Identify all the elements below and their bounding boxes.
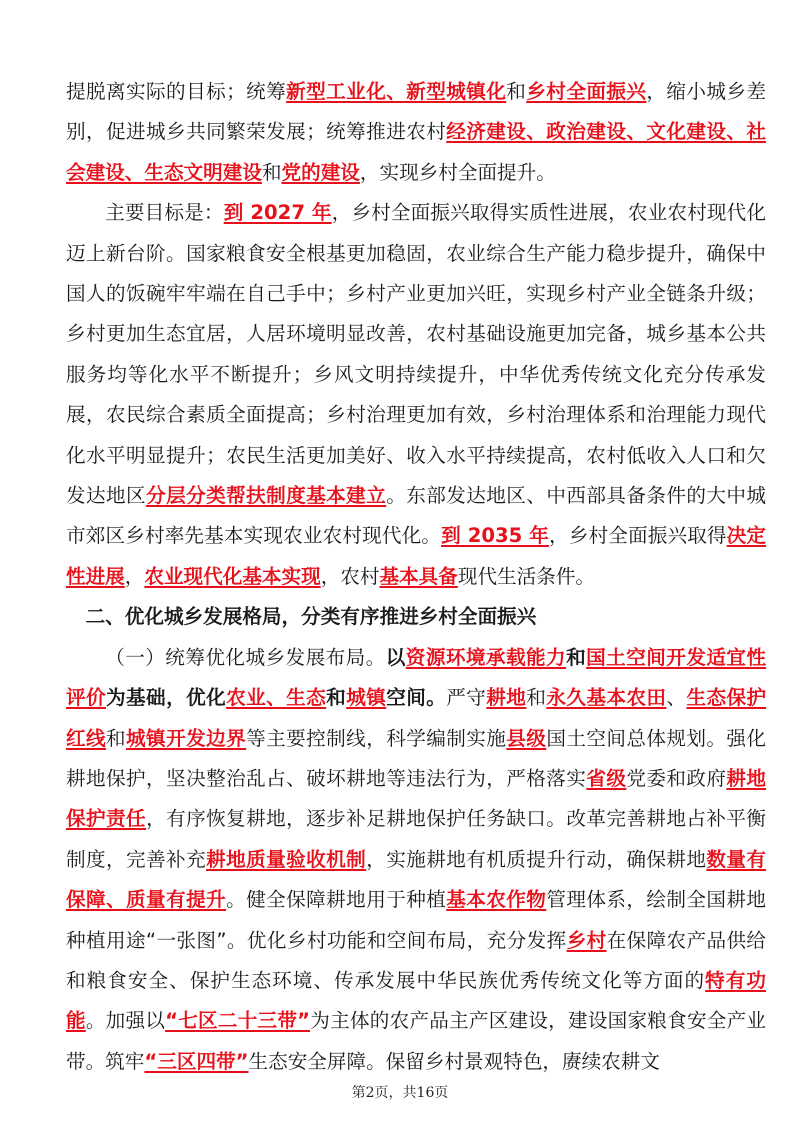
highlighted-phrase: 城镇 <box>346 686 387 710</box>
text-run: ，乡村全面振兴取得 <box>549 524 727 548</box>
text-run: ， <box>124 564 145 588</box>
text-run: ，实现乡村全面提升。 <box>359 160 556 184</box>
text-run: 国土空间总体规划。强化耕地保护，坚决整治乱占、破坏耕地等违法行为，严格落实 <box>66 726 767 790</box>
text-run: 和 <box>261 160 282 184</box>
text-run: 、 <box>666 686 687 710</box>
highlighted-phrase: 乡村 <box>566 928 607 952</box>
highlighted-phrase: 数量有保障、质量有提升 <box>66 847 767 912</box>
text-run: 等主要控制线，科学编制实施 <box>246 726 507 750</box>
highlighted-phrase: 资源环境承载能力 <box>405 645 567 669</box>
highlighted-phrase: 生态保护红线 <box>66 686 767 750</box>
highlighted-phrase: 耕地 <box>486 686 527 710</box>
text-run: （一）统筹优化城乡发展布局。 <box>105 645 386 669</box>
text-run: ，实施耕地有机质提升行动，确保耕地 <box>366 847 707 871</box>
highlighted-phrase: 农业现代化基本实现 <box>144 564 321 588</box>
text-run: 在保障农产品供给和粮食安全、保护生态环境、传承发展中华民族优秀传统文化等方面的 <box>66 928 767 992</box>
text-run: 生态安全屏障。保留乡村景观特色，赓续农耕文 <box>248 1049 660 1073</box>
text-run: 和 <box>106 726 127 750</box>
text-run: ，农村 <box>320 564 380 588</box>
text-run: 主要目标是： <box>105 201 224 225</box>
text-run: 为主体的农产品主产区建设，建设国家粮食安全产业带。筑牢 <box>66 1009 767 1073</box>
bold-phrase: 以 <box>385 645 406 669</box>
text-run: 提脱离实际的目标；统筹 <box>66 80 287 103</box>
text-run: 和 <box>506 80 527 103</box>
text-run: 严守 <box>446 686 487 710</box>
highlighted-phrase: “七区二十三带” <box>165 1009 311 1033</box>
highlighted-phrase: 党的建设 <box>281 160 360 184</box>
section-heading <box>66 597 766 637</box>
text-run: ，有序恢复耕地，逐步补足耕地保护任务缺口。改革完善耕地占补平衡制度，完善补充 <box>66 807 767 871</box>
bold-phrase: 和 <box>326 686 347 710</box>
paragraph <box>66 72 766 193</box>
highlighted-phrase: 基本具备 <box>379 564 458 588</box>
text-run: ，缩小城乡差别，促进城乡共同繁荣发展；统筹推进农村 <box>66 80 767 144</box>
text-run: 。东部发达地区、中西部具备条件的大中城市郊区乡村率先基本实现农业农村现代化。 <box>66 484 767 548</box>
highlighted-phrase: 到 2035 年 <box>441 524 550 548</box>
highlighted-phrase: 国土空间开发适宜性评价 <box>66 645 767 710</box>
highlighted-phrase: 县级 <box>506 726 547 750</box>
text-run: 和 <box>526 686 547 710</box>
highlighted-phrase: “三区四带” <box>144 1049 249 1073</box>
highlighted-phrase: 省级 <box>586 766 627 790</box>
text-run: ，乡村全面振兴取得实质性进展，农业农村现代化迈上新台阶。国家粮食安全根基更加稳固，农业综合生产能力稳步提升，确保中国人的饭碗牢牢端在自己手中；乡村产业更加兴旺，实现乡村产业全链条升级；乡村更加生态宜居，人居环境明显改善，农村基础设施更加完备，城乡基本公共服务均等化水平不断提升；乡风文明持续提升，中华优秀传统文化充分传承发展，农民综合素质全面提高；乡村治理更加有效，乡村治理体系和治理能力现代化水平明显提升；农民生活更加美好、收入水平持续提高，农村低收入人口和欠发达地区 <box>66 201 767 508</box>
highlighted-phrase: 特有功能 <box>66 968 767 1033</box>
page-footer: 第2页，共16页 <box>351 1085 449 1101</box>
text-run: 现代生活条件。 <box>457 564 596 588</box>
highlighted-phrase: 经济建设、政治建设、文化建设、社会建设、生态文明建设 <box>66 120 767 184</box>
text-run: 。健全保障耕地用于种植 <box>226 888 447 912</box>
highlighted-phrase: 耕地质量验收机制 <box>206 847 367 871</box>
text-run: 二、优化城乡发展格局，分类有序推进乡村全面振兴 <box>85 605 537 629</box>
text-run: 管理体系，绘制全国耕地种植用途“一张图”。优化乡村功能和空间布局，充分发挥 <box>66 888 767 952</box>
highlighted-phrase: 分层分类帮扶制度基本建立 <box>146 484 387 508</box>
bold-phrase: 为基础，优化 <box>106 686 227 710</box>
highlighted-phrase: 耕地保护责任 <box>66 766 767 831</box>
paragraph <box>66 193 766 597</box>
highlighted-phrase: 到 2027 年 <box>223 201 332 225</box>
text-run: 。加强以 <box>85 1009 166 1033</box>
bold-phrase: 和 <box>566 645 587 669</box>
text-run: 党委和政府 <box>626 766 727 790</box>
highlighted-phrase: 永久基本农田 <box>546 686 667 710</box>
highlighted-phrase: 新型工业化、新型城镇化 <box>286 80 507 103</box>
document-body <box>66 72 766 1082</box>
highlighted-phrase: 基本农作物 <box>446 888 547 912</box>
highlighted-phrase: 决定性进展 <box>66 524 767 588</box>
highlighted-phrase: 城镇开发边界 <box>126 726 247 750</box>
bold-phrase: 空间。 <box>386 686 447 710</box>
highlighted-phrase: 乡村全面振兴 <box>526 80 647 103</box>
highlighted-phrase: 农业、生态 <box>226 686 327 710</box>
paragraph <box>66 638 766 1082</box>
